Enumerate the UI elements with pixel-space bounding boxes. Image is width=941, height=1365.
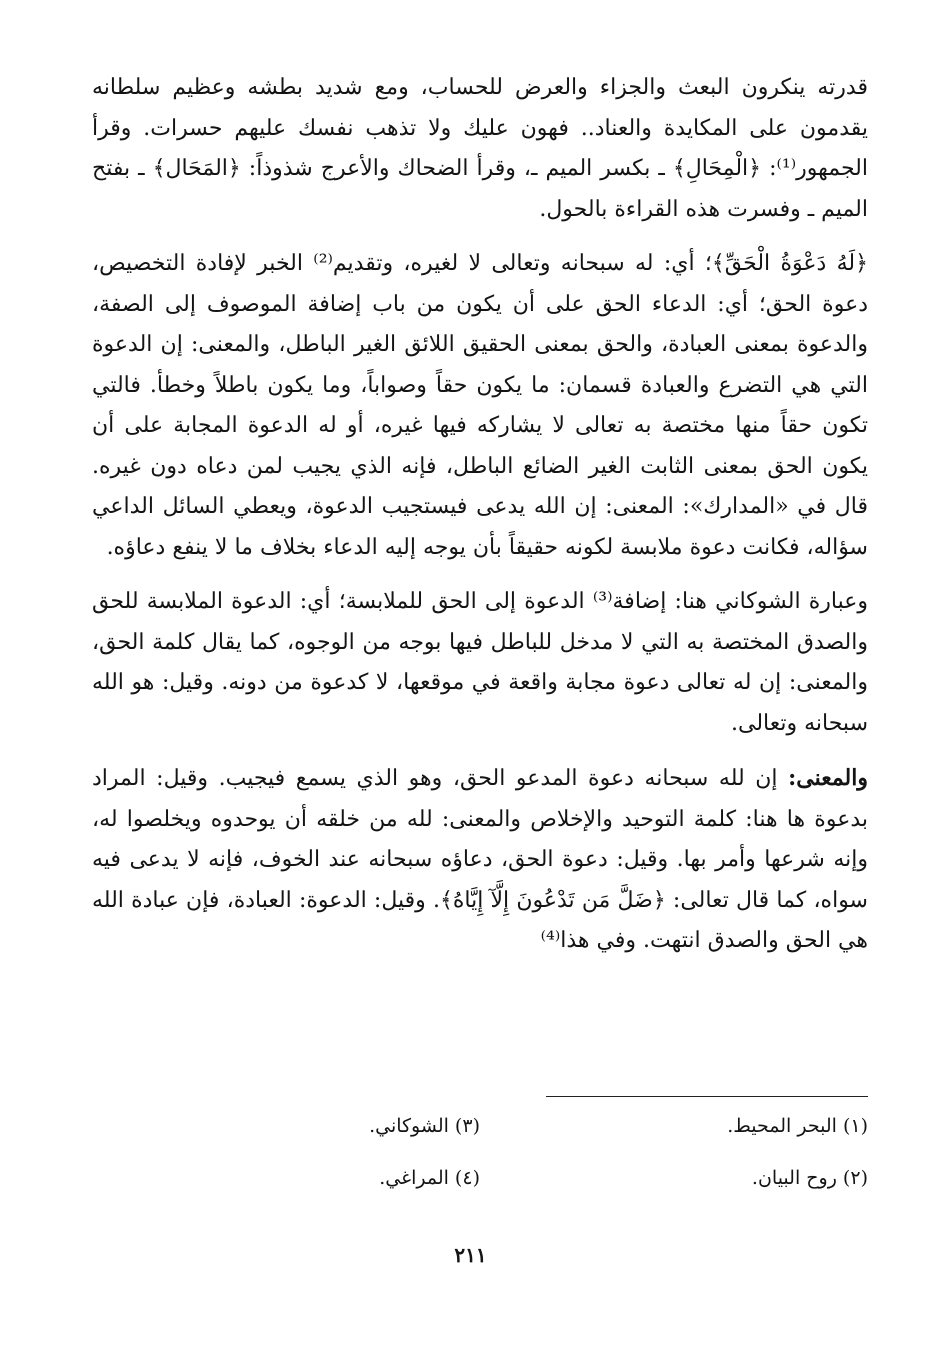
page-body xyxy=(92,68,868,962)
paragraph-3: وعبارة الشوكاني هنا: إضافة⁽³⁾ الدعوة إلى الحق للملابسة؛ أي: الدعوة الملابسة للحق والصدق المختصة به التي لا مدخل للباطل فيها بوجه من الوجوه، كما يقال كلمة الحق، والمعنى: إن له تعالى دعوة مجابة واقعة في موقعها، لا كدعوة من دونه. وقيل: هو الله سبحانه وتعالى. xyxy=(92,589,869,736)
footnotes xyxy=(92,1096,868,1195)
footnote-1: (١) البحر المحيط. xyxy=(727,1115,868,1137)
paragraph-4 xyxy=(92,758,868,962)
footnote-2: (٢) روح البيان. xyxy=(751,1167,868,1189)
footnote-list xyxy=(92,1109,868,1195)
footnote-3: (٣) الشوكاني. xyxy=(369,1115,480,1137)
paragraph-2: ﴿لَهُ دَعْوَةُ الْحَقِّ﴾؛ أي: له سبحانه وتعالى لا لغيره، وتقديم⁽²⁾ الخبر لإفادة التخصيص، دعوة الحق؛ أي: الدعاء الحق على أن يكون من باب إضافة الموصوف إلى الصفة، والدعوة بمعنى العبادة، والحق بمعنى الحقيق اللائق الغير الباطل، والمعنى: إن الدعوة التي هي التضرع والعبادة قسمان: ما يكون حقاً وصواباً، وما يكون باطلاً وخطأ. فالتي تكون حقاً منها مختصة به تعالى لا يشاركه فيها غيره، أو له الدعوة المجابة على أن يكون الحق بمعنى الثابت الغير الضائع الباطل، فإنه الذي يجيب لمن دعاه دون غيره. قال في «المدارك»: المعنى: إن الله يدعى فيستجيب الدعوة، ويعطي السائل الداعي سؤاله، فكانت دعوة ملابسة لكونه حقيقاً بأن يوجه إليه الدعاء بخلاف ما لا ينفع دعاؤه. xyxy=(92,251,868,560)
paragraph-4-text: إن لله سبحانه دعوة المدعو الحق، وهو الذي يسمع فيجيب. وقيل: المراد بدعوة ها هنا: كلمة التوحيد والإخلاص والمعنى: لله من خلقه أن يوحدوه ويخلصوا له، وإنه شرعها وأمر بها. وقيل: دعوة الحق، دعاؤه سبحانه عند الخوف، فإنه لا يدعى فيه سواه، كما قال تعالى: ﴿ضَلَّ مَن تَدْعُونَ إِلَّآ إِيَّاهُ﴾. وقيل: الدعوة: العبادة، فإن عبادة الله هي الحق والصدق انتهت. وفي هذا⁽⁴⁾ xyxy=(92,766,868,953)
footnote-4: (٤) المراغي. xyxy=(379,1167,480,1189)
page-number: ٢١١ xyxy=(454,1243,487,1267)
paragraph-1: قدرته ينكرون البعث والجزاء والعرض للحساب، ومع شديد بطشه وعظيم سلطانه يقدمون على المكايدة والعناد.. فهون عليك ولا تذهب نفسك عليهم حسرات. وقرأ الجمهور⁽¹⁾: ﴿الْمِحَالِ﴾ ـ بكسر الميم ـ، وقرأ الضحاك والأعرج شذوذاً: ﴿المَحَال﴾ ـ بفتح الميم ـ وفسرت هذه القراءة بالحول. xyxy=(92,75,868,222)
footnote-divider xyxy=(546,1096,868,1097)
paragraph-4-lead: والمعنى: xyxy=(788,765,868,791)
